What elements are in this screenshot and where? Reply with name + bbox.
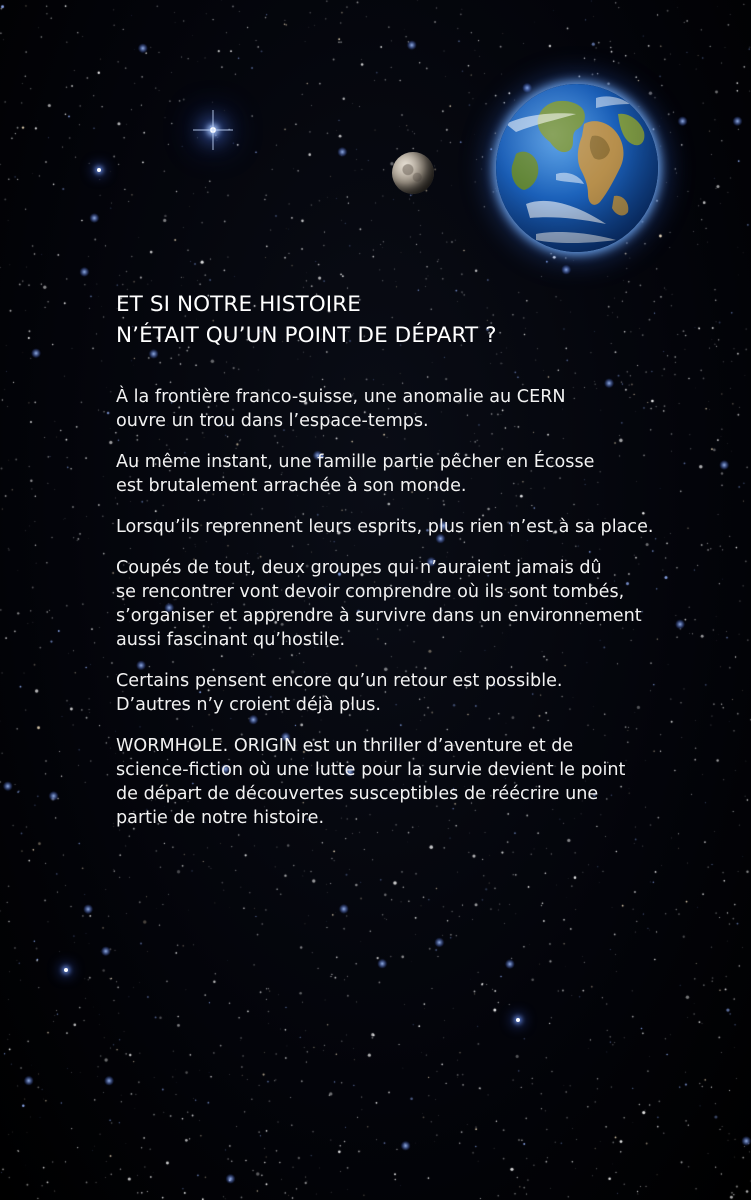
moon-illustration	[392, 152, 434, 194]
blue-star-icon	[64, 968, 68, 972]
bright-star-icon	[210, 127, 216, 133]
text-line: ouvre un trou dans l’espace-temps.	[116, 411, 429, 431]
paragraph-return	[116, 669, 716, 717]
back-cover-text	[116, 289, 716, 847]
paragraph-family	[116, 450, 716, 498]
text-line: À la frontière franco-suisse, une anomalie au CERN	[116, 387, 566, 407]
text-line: s’organiser et apprendre à survivre dans un environnement	[116, 606, 642, 626]
earth-shading	[496, 84, 658, 252]
earth-illustration	[496, 84, 658, 252]
paragraph-synopsis	[116, 734, 716, 830]
text-line: Certains pensent encore qu’un retour est possible.	[116, 671, 563, 691]
paragraph-cern	[116, 385, 716, 433]
text-line: se rencontrer vont devoir comprendre où ils sont tombés,	[116, 582, 625, 602]
text-line: Coupés de tout, deux groupes qui n’auraient jamais dû	[116, 558, 602, 578]
paragraph-awakening	[116, 515, 716, 539]
heading-line: ET SI NOTRE HISTOIRE	[116, 292, 361, 317]
text-line: aussi fascinant qu’hostile.	[116, 630, 346, 650]
heading-line: N’ÉTAIT QU’UN POINT DE DÉPART ?	[116, 323, 497, 348]
text-line: D’autres n’y croient déjà plus.	[116, 695, 382, 715]
text-line: de départ de découvertes susceptibles de réécrire une	[116, 784, 599, 804]
text-line: partie de notre histoire.	[116, 808, 325, 828]
text-line: Au même instant, une famille partie pêcher en Écosse	[116, 452, 595, 472]
paragraph-groups	[116, 556, 716, 652]
text-line: WORMHOLE. ORIGIN est un thriller d’aventure et de	[116, 736, 574, 756]
text-line: Lorsqu’ils reprennent leurs esprits, plus rien n’est à sa place.	[116, 517, 654, 537]
blue-star-icon	[97, 168, 101, 172]
blue-star-icon	[516, 1018, 520, 1022]
tagline-heading	[116, 289, 716, 351]
text-line: est brutalement arrachée à son monde.	[116, 476, 467, 496]
text-line: science-fiction où une lutte pour la survie devient le point	[116, 760, 626, 780]
